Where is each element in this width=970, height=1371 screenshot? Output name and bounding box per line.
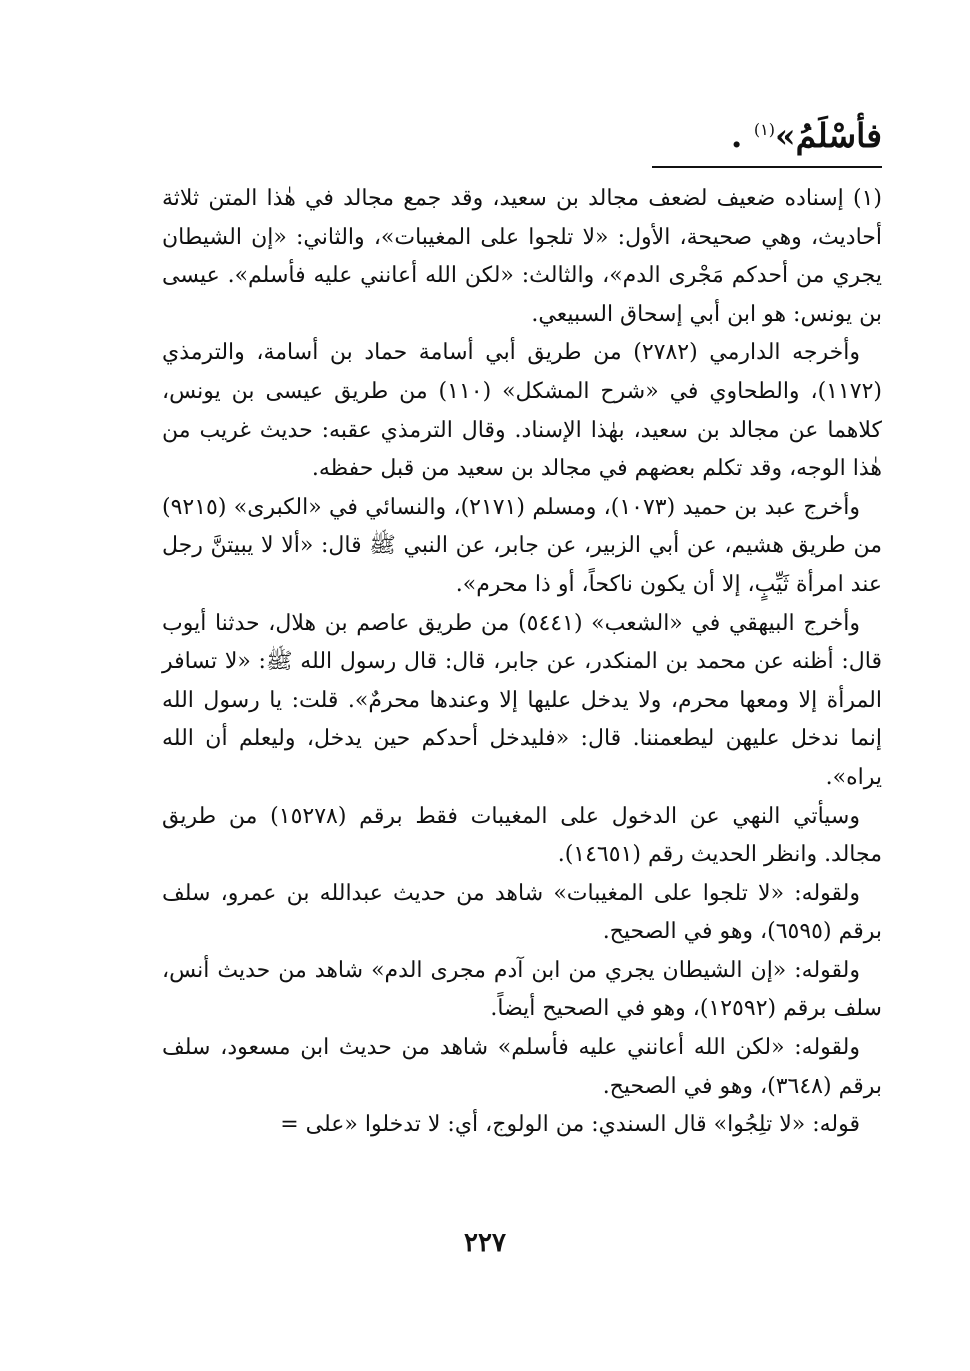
footnote-paragraph: ولقوله: «لكن الله أعانني عليه فأسلم» شاهد من حديث ابن مسعود، سلف برقم (٣٦٤٨)، وهو في الصحيح. bbox=[162, 1035, 882, 1099]
end-mark: . bbox=[730, 116, 743, 155]
footnote-paragraph: قوله: «لا تلِجُوا» قال السندي: من الولوج، أي: لا تدخلوا «على = bbox=[280, 1112, 860, 1138]
page-number: ٢٢٧ bbox=[464, 1228, 506, 1258]
footnote-separator bbox=[652, 166, 882, 168]
footnote-paragraph: ولقوله: «إن الشيطان يجري من ابن آدم مجرى الدم» شاهد من حديث أنس، سلف برقم (١٢٥٩٢)، وهو في الصحيح أيضاً. bbox=[162, 957, 882, 1022]
footnote-paragraph: وأخرجه الدارمي (٢٧٨٢) من طريق أبي أسامة حماد بن أسامة، والترمذي (١١٧٢)، والطحاوي في «شرح المشكل» (١١٠) من طريق عيسى بن يونس، كلاهما عن مجالد بن سعيد، بهٰذا الإسناد. وقال الترمذي عقبه: حديث غريب من هٰذا الوجه، وقد تكلم بعضهم في مجالد بن سعيد من قبل حفظه. bbox=[162, 340, 883, 482]
footnotes-block bbox=[162, 180, 882, 1145]
footnote-paragraph: (١) إسناده ضعيف لضعف مجالد بن سعيد، وقد جمع مجالد في هٰذا المتن ثلاثة أحاديث، وهي صحيحة، الأول: «لا تلجوا على المغيبات»، والثاني: «إن الشيطان يجري من أحدكم مَجْرى الدم»، والثالث: «لكن الله أعانني عليه فأسلم». عيسى بن يونس: هو ابن أبي إسحاق السبيعي. bbox=[162, 186, 882, 327]
footnote-paragraph: وأخرج البيهقي في «الشعب» (٥٤٤١) من طريق عاصم بن هلال، حدثنا أيوب قال: أظنه عن محمد بن المنكدر، عن جابر، قال: قال رسول الله ﷺ: «لا تسافر المرأة إلا ومعها محرم، ولا يدخل عليها إلا وعندها محرمٌ». قلت: يا رسول الله إنما ندخل عليهن ليطعمننا. قال: «فليدخل أحدكم حين يدخل، وليعلم أن الله يراه». bbox=[162, 610, 882, 790]
footnote-paragraph: وأخرج عبد بن حميد (١٠٧٣)، ومسلم (٢١٧١)، والنسائي في «الكبرى» (٩٢١٥) من طريق هشيم، عن أبي الزبير، عن جابر، عن النبي ﷺ قال: «ألا لا يبيتنَّ رجل عند امرأة ثَيِّبٍ، إلا أن يكون ناكحاً، أو ذا محرم». bbox=[162, 494, 882, 597]
footnote-reference: (١) bbox=[753, 120, 775, 139]
main-text: فأسْلَمُ» bbox=[775, 116, 882, 155]
footnote-paragraph: وسيأتي النهي عن الدخول على المغيبات فقط برقم (١٥٢٧٨) من طريق مجالد. وانظر الحديث رقم (١٤٦٥١). bbox=[162, 803, 882, 868]
footnote-paragraph: ولقوله: «لا تلجوا على المغيبات» شاهد من حديث عبدالله بن عمرو، سلف برقم (٦٥٩٥)، وهو في الصحيح. bbox=[162, 880, 882, 945]
main-text-line bbox=[160, 100, 882, 166]
